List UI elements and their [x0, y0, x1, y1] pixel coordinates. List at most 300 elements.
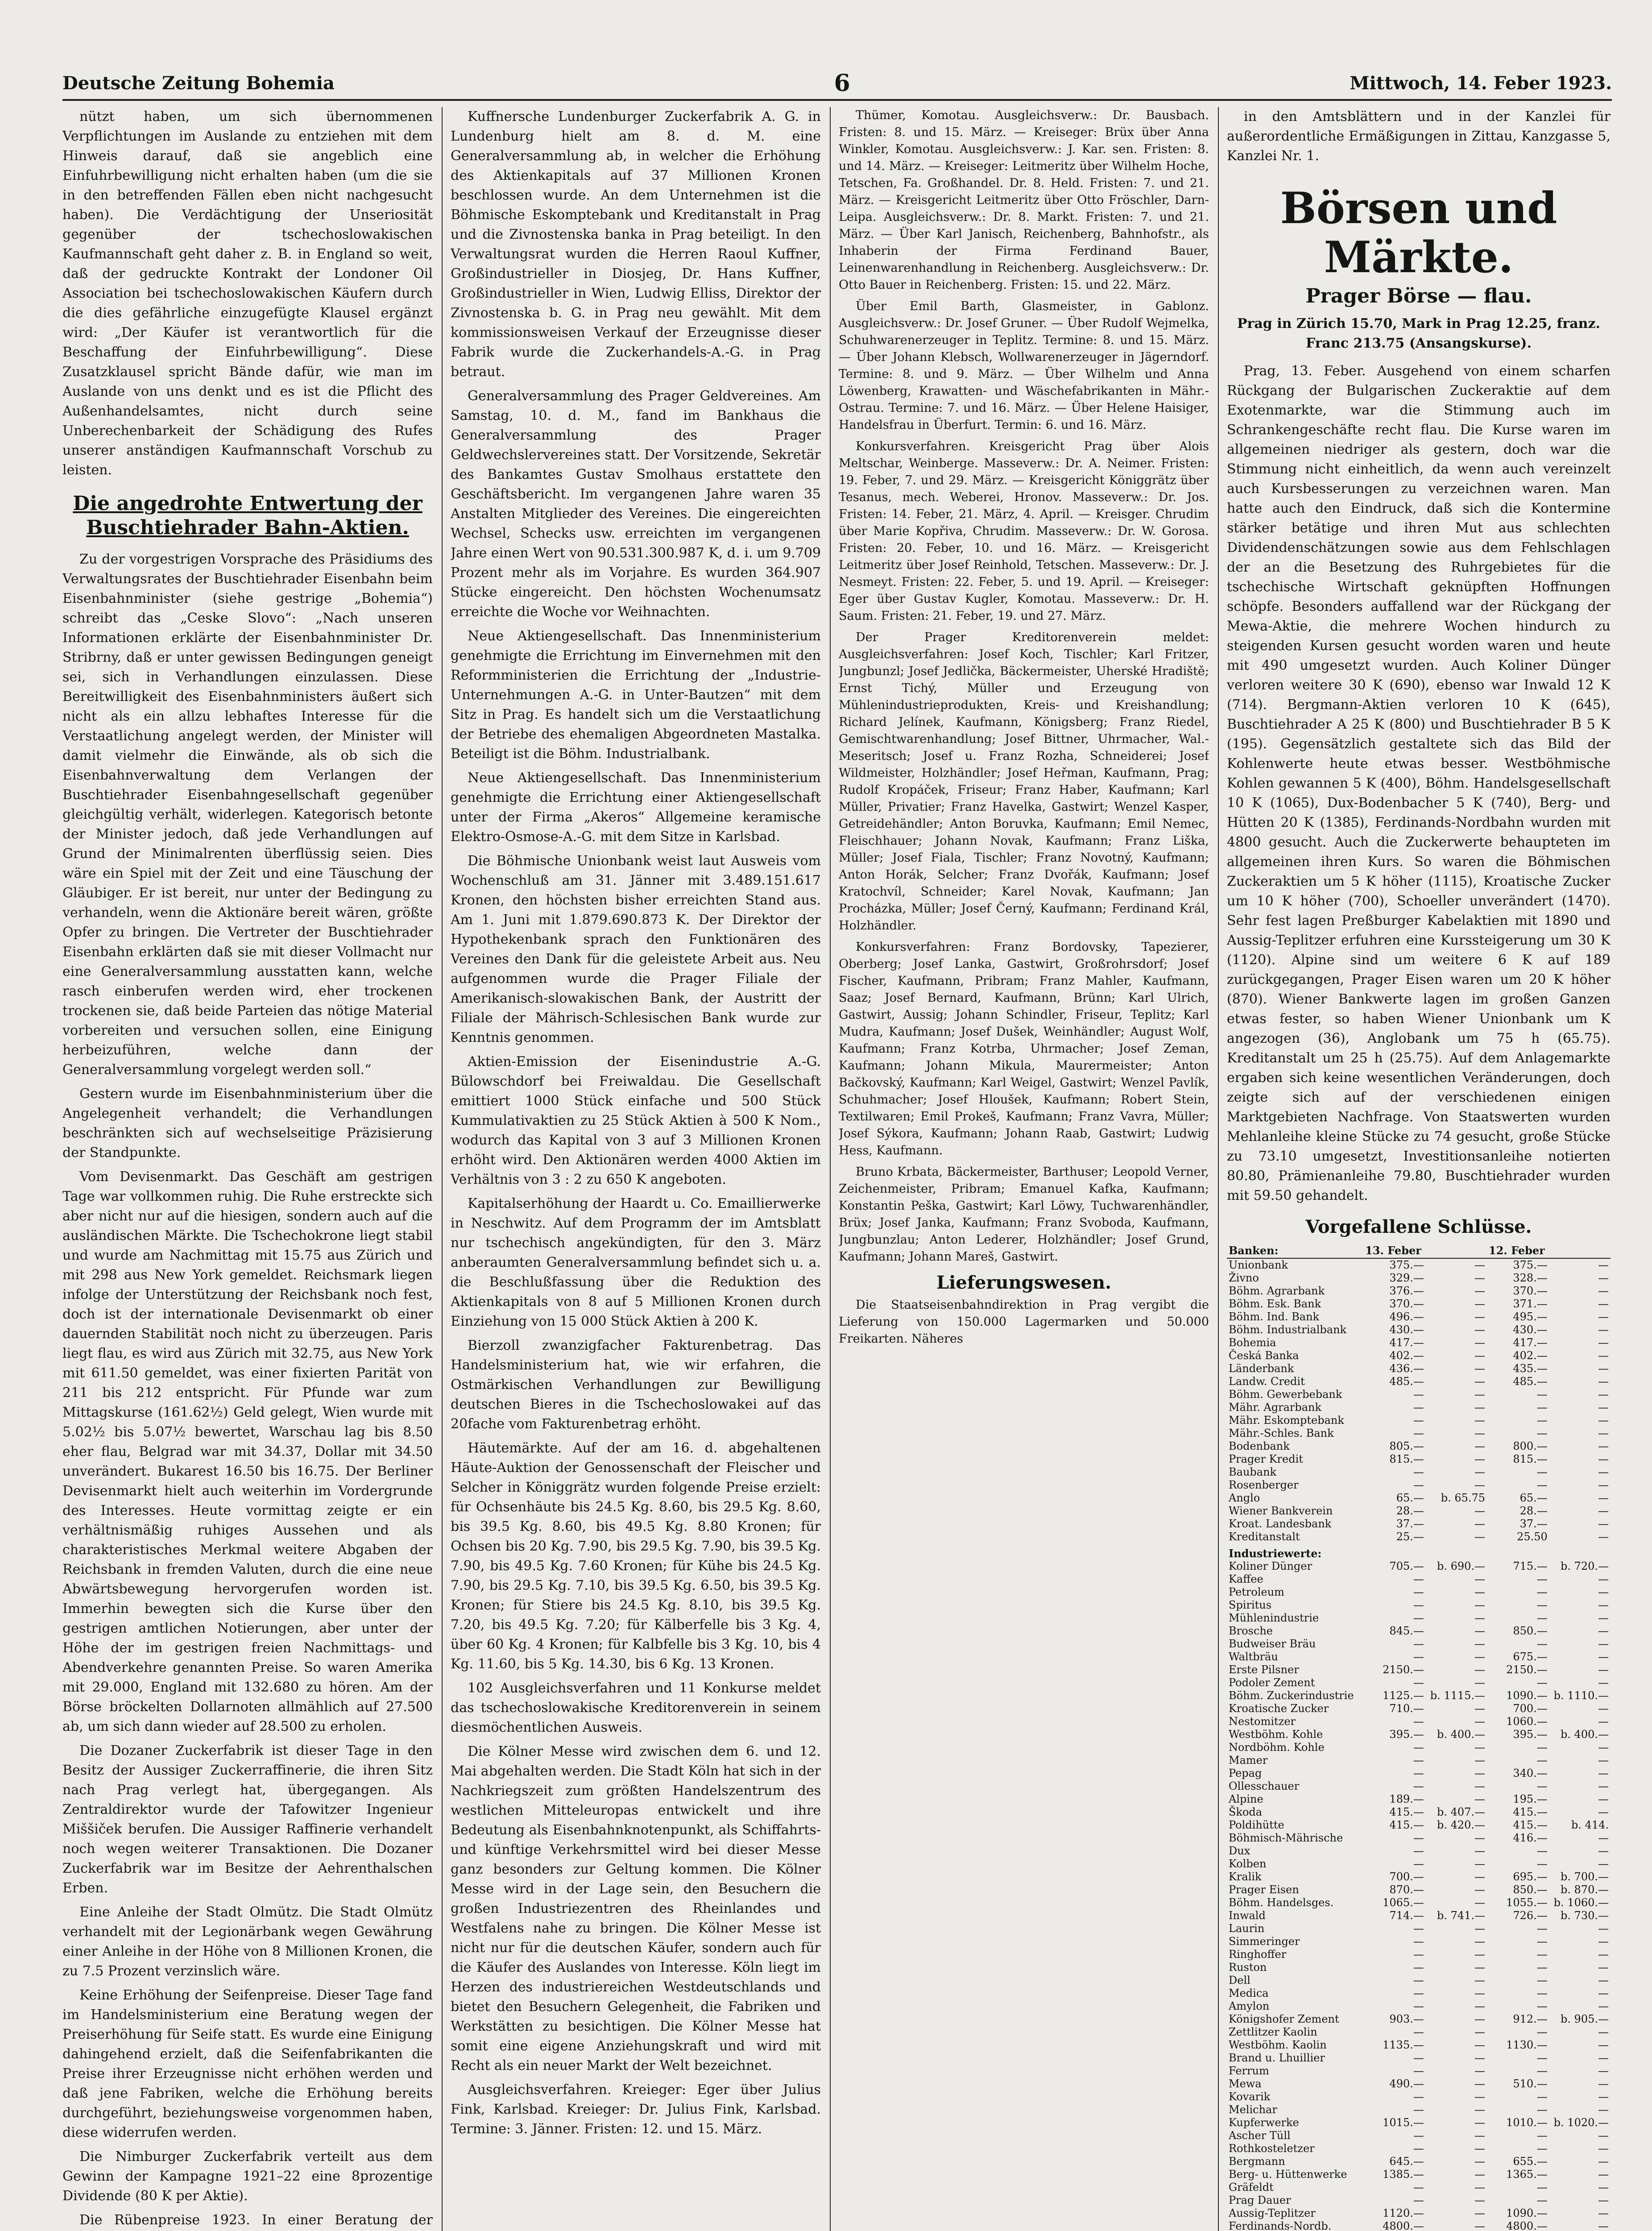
- quote-cell: —: [1413, 1741, 1424, 1754]
- quote-cell: 430.—: [1513, 1323, 1548, 1336]
- quote-cell: —: [1598, 1479, 1609, 1491]
- quote-cell: 1055.—: [1506, 1896, 1548, 1909]
- quote-cell: 912.—: [1513, 2013, 1548, 2025]
- quote-cell: —: [1413, 1586, 1424, 1598]
- quote-cell: —: [1474, 1987, 1486, 1999]
- security-name-cell: Bohemia: [1229, 1336, 1276, 1349]
- quote-cell: 375.—: [1513, 1259, 1548, 1271]
- table-body: [1227, 1258, 1611, 2231]
- quote-cell: —: [1536, 1780, 1548, 1792]
- quote-cell: —: [1474, 1676, 1486, 1689]
- quote-cell: 402.—: [1513, 1349, 1548, 1362]
- quote-cell: —: [1413, 2052, 1424, 2064]
- quote-cell: —: [1536, 2090, 1548, 2103]
- table-row: [1227, 1285, 1611, 1298]
- table-row: [1227, 1935, 1611, 1948]
- quote-cell: —: [1413, 1987, 1424, 1999]
- quote-cell: —: [1413, 2000, 1424, 2012]
- quote-cell: —: [1536, 1466, 1548, 1478]
- table-row: [1227, 2065, 1611, 2078]
- article-paragraph: Kapitalserhöhung der Haardt u. Co. Emaillierwerke in Neschwitz. Auf dem Programm der im Amtsblatt nur tschechisch angekündigten, für den 3. März anberaumten Generalversammlung befindet sich u. a. die Beschlußfassung über die Reduktion des Aktienkapitals von 8 auf 5 Millionen Kronen durch Einziehung von 15 000 Stück Aktien à 200 K.: [451, 1196, 821, 1329]
- table-row: [1227, 2207, 1611, 2220]
- security-name-cell: Kovarik: [1229, 2090, 1271, 2103]
- quote-cell: —: [1536, 2142, 1548, 2155]
- quote-cell: —: [1598, 1987, 1609, 1999]
- security-name-cell: Aussig-Teplitzer: [1229, 2207, 1316, 2219]
- quote-cell: —: [1474, 2052, 1486, 2064]
- security-name-cell: Böhm. Gewerbebank: [1229, 1388, 1342, 1401]
- quote-cell: b. 1110.—: [1553, 1689, 1609, 1702]
- quote-cell: —: [1413, 2103, 1424, 2116]
- quote-cell: —: [1536, 2103, 1548, 2116]
- quote-cell: 675.—: [1513, 1650, 1548, 1663]
- quote-cell: 870.—: [1389, 1883, 1424, 1896]
- table-row: [1227, 1638, 1611, 1650]
- quote-cell: 376.—: [1389, 1285, 1424, 1297]
- quote-cell: —: [1474, 1310, 1486, 1323]
- table-header-cell: 13. Feber: [1363, 1243, 1426, 1258]
- quote-cell: —: [1598, 1638, 1609, 1650]
- article-paragraph: Neue Aktiengesellschaft. Das Innenministerium genehmigte die Errichtung im Einvernehmen mit den Reformministerien die Errichtung der „Industrie-Unternehmungen A.-G. in Unter-Bautzen“ mit dem Sitz in Prag. Es handelt sich um die Verstaatlichung der Betriebe des ehemaligen Abgeordneten Mastalka. Beteiligt ist die Böhm. Industrialbank.: [451, 628, 821, 762]
- article-paragraph: Ausgleichsverfahren. Kreieger: Eger über Julius Fink, Karlsbad. Kreieger: Dr. Julius Fink, Karlsbad. Termine: 3. Jänner. Fristen: 12. und 15. März.: [451, 2082, 821, 2137]
- quote-cell: —: [1598, 1401, 1609, 1414]
- quote-cell: —: [1413, 1832, 1424, 1844]
- quote-cell: —: [1598, 1298, 1609, 1310]
- quote-cell: —: [1536, 2129, 1548, 2142]
- quote-cell: 28.—: [1396, 1505, 1424, 1517]
- column-3: [839, 107, 1209, 2231]
- security-name-cell: Böhmisch-Mährische: [1229, 1832, 1343, 1844]
- quote-cell: —: [1536, 1961, 1548, 1974]
- column-rule: [830, 107, 831, 2231]
- security-name-cell: Rothkosteletzer: [1229, 2142, 1315, 2155]
- quote-cell: 495.—: [1513, 1310, 1548, 1323]
- quote-cell: —: [1598, 1793, 1609, 1805]
- quote-cell: —: [1474, 1336, 1486, 1349]
- quote-cell: —: [1598, 1530, 1609, 1543]
- quote-cell: —: [1536, 1573, 1548, 1585]
- table-row: [1227, 2181, 1611, 2194]
- quote-cell: —: [1474, 1427, 1486, 1439]
- quote-cell: 845.—: [1389, 1625, 1424, 1637]
- quote-cell: —: [1474, 1896, 1486, 1909]
- quote-cell: —: [1536, 1638, 1548, 1650]
- table-row: [1227, 1388, 1611, 1401]
- security-name-cell: Wiener Bankverein: [1229, 1505, 1333, 1517]
- quote-cell: —: [1598, 2065, 1609, 2077]
- security-name-cell: Böhm. Esk. Bank: [1229, 1298, 1321, 1310]
- security-name-cell: Baubank: [1229, 1466, 1277, 1478]
- security-name-cell: Alpine: [1229, 1793, 1263, 1805]
- article-paragraph: Thümer, Komotau. Ausgleichsverw.: Dr. Bausbach. Fristen: 8. und 15. März. — Kreiseger: Brüx über Anna Winkler, Komotau. Ausgleichsverw.: J. Kar. sen. Fristen: 8. und 14. März. — Kreiseger: Leitmeritz über Wilhelm Hoche, Tetschen, Fa. Großhandel. Dr. 8. Held. Fristen: 7. und 21. März. — Kreisgericht Leitmeritz über Otto Fröschler, Darn-Leipa. Ausgleichsverw.: Dr. 8. Markt. Fristen: 7. und 21. März. — Über Karl Janisch, Reichenberg, Bahnhofstr., als Inhaberin der Firma Ferdinand Bauer, Leinenwarenhandlung in Reichenberg. Ausgleichsverw.: Dr. Otto Bauer in Reichenberg. Fristen: 15. und 22. März.: [839, 108, 1209, 292]
- quote-cell: b. 870.—: [1560, 1883, 1609, 1896]
- quote-cell: —: [1598, 2078, 1609, 2090]
- security-name-cell: Poldihütte: [1229, 1819, 1284, 1831]
- quote-cell: —: [1536, 2000, 1548, 2012]
- quote-cell: —: [1598, 1650, 1609, 1663]
- article-paragraph: Die Dozaner Zuckerfabrik ist dieser Tage in den Besitz der Aussiger Zuckerraffinerie, die ihren Sitz nach Prag verlegt hat, übergegangen. Als Zentraldirektor wurde der Tafowitzer Ingenieur Miššiček berufen. Die Aussiger Raffinerie verhandelt noch wegen weiterer Transaktionen. Die Dozaner Zuckerfabrik war im Besitze der Aehrenthalschen Erben.: [62, 1743, 433, 1896]
- table-row: [1227, 1870, 1611, 1883]
- table-row: [1227, 1845, 1611, 1858]
- quote-cell: —: [1474, 1935, 1486, 1948]
- quote-cell: 645.—: [1389, 2155, 1424, 2168]
- security-name-cell: Prag Dauer: [1229, 2194, 1291, 2206]
- quote-cell: 714.—: [1389, 1909, 1424, 1922]
- quote-cell: —: [1598, 1625, 1609, 1637]
- quote-cell: —: [1598, 2129, 1609, 2142]
- quote-cell: 370.—: [1513, 1285, 1548, 1297]
- quote-cell: 2150.—: [1506, 1663, 1548, 1676]
- section-title: Börsen und Märkte.: [1280, 183, 1557, 282]
- article-paragraph: Keine Erhöhung der Seifenpreise. Dieser Tage fand im Handelsministerium eine Beratung wegen der Preiserhöhung für Seife statt. Es wurde eine Einigung dahingehend erzielt, daß die Seifenfabrikanten die Preise ihrer Erzeugnisse nicht erhöhen werden und daß jene Fabriken, welche die Erhöhung bereits durchgeführt, beziehungsweise vorgenommen haben, diese widerrufen werden.: [62, 1987, 433, 2140]
- quote-cell: —: [1474, 2142, 1486, 2155]
- security-name-cell: Kaffee: [1229, 1573, 1263, 1585]
- table-row: [1227, 1518, 1611, 1530]
- quote-cell: —: [1536, 1754, 1548, 1767]
- quote-cell: 485.—: [1389, 1375, 1424, 1388]
- table-row: [1227, 1961, 1611, 1974]
- quote-cell: —: [1598, 1663, 1609, 1676]
- quote-cell: 25.50: [1517, 1530, 1548, 1543]
- quote-cell: —: [1474, 1625, 1486, 1637]
- quote-cell: b. 720.—: [1560, 1560, 1609, 1572]
- security-name-cell: Prager Eisen: [1229, 1883, 1299, 1896]
- article-paragraph: Die Nimburger Zuckerfabrik verteilt aus dem Gewinn der Kampagne 1921–22 eine 8prozentige Dividende (80 K per Aktie).: [62, 2149, 433, 2204]
- column-rule: [442, 107, 443, 2231]
- quote-cell: 195.—: [1513, 1793, 1548, 1805]
- quote-cell: —: [1474, 1922, 1486, 1935]
- quote-cell: —: [1598, 1518, 1609, 1530]
- security-name-cell: Berg- u. Hüttenwerke: [1229, 2168, 1347, 2181]
- quote-cell: b. 1020.—: [1553, 2116, 1609, 2129]
- quote-cell: —: [1413, 1935, 1424, 1948]
- security-name-cell: Waltbräu: [1229, 1650, 1278, 1663]
- running-header: [62, 67, 1612, 101]
- quote-cell: —: [1474, 1767, 1486, 1779]
- table-row: [1227, 1741, 1611, 1754]
- quote-cell: 340.—: [1513, 1767, 1548, 1779]
- quote-cell: —: [1474, 1259, 1486, 1271]
- table-row: [1227, 1310, 1611, 1323]
- quote-cell: —: [1474, 2129, 1486, 2142]
- article-paragraph: Generalversammlung des Prager Geldvereines. Am Samstag, 10. d. M., fand im Bankhaus die Generalversammlung des Prager Geldwechslervereines statt. Der Vorsitzende, Sekretär des Bankamtes Gustav Smolhaus erstattete den Geschäftsbericht. Im vergangenen Jahre waren 35 Anstalten Mitglieder des Vereines. Die eingereichten Wechsel, Schecks usw. erreichten im vergangenen Jahre einen Wert von 90.531.300.987 K, d. i. um 9.709 Prozent mehr als im Vorjahre. Es wurden 364.907 Stücke eingereicht. Den höchsten Wochenumsatz erreichte die Woche vor Weihnachten.: [451, 388, 821, 620]
- quote-cell: —: [1598, 1715, 1609, 1728]
- quote-cell: [1549, 1543, 1611, 1560]
- header-date: Mittwoch, 14. Feber 1923.: [1350, 72, 1612, 94]
- security-name-cell: Kolben: [1229, 1858, 1267, 1870]
- quote-cell: —: [1474, 2013, 1486, 2025]
- quote-cell: —: [1598, 2052, 1609, 2064]
- quote-cell: —: [1474, 1599, 1486, 1611]
- quote-cell: —: [1598, 1466, 1609, 1478]
- table-row: [1227, 1819, 1611, 1832]
- quote-cell: —: [1536, 1858, 1548, 1870]
- table-row: [1227, 1362, 1611, 1375]
- table-row: [1227, 2026, 1611, 2039]
- table-row: [1227, 2103, 1611, 2116]
- quote-cell: 655.—: [1513, 2155, 1548, 2168]
- quote-cell: —: [1536, 1427, 1548, 1439]
- quote-cell: —: [1474, 1518, 1486, 1530]
- quote-cell: 375.—: [1389, 1259, 1424, 1271]
- table-row: [1227, 1440, 1611, 1453]
- quote-cell: —: [1413, 1573, 1424, 1585]
- quote-cell: —: [1474, 2181, 1486, 2194]
- table-row: [1227, 1453, 1611, 1466]
- quote-cell: —: [1536, 2026, 1548, 2038]
- table-row: [1227, 1948, 1611, 1961]
- security-name-cell: Dell: [1229, 1974, 1250, 1986]
- quote-cell: —: [1474, 1663, 1486, 1676]
- quote-cell: 1065.—: [1383, 1896, 1424, 1909]
- quote-cell: —: [1474, 1414, 1486, 1427]
- quote-cell: b. 414.: [1571, 1819, 1609, 1831]
- security-name-cell: Živno: [1229, 1272, 1259, 1284]
- quote-cell: 395.—: [1513, 1728, 1548, 1741]
- article-paragraph: Konkursverfahren. Kreisgericht Prag über Alois Meltschar, Weinberge. Masseverw.: Dr. A. Neimer. Fristen: 19. Feber, 7. und 29. März. — Kreisgericht Königgrätz über Tesanus, mech. Weberei, Hronov. Masseverw.: Dr. Jos. Fristen: 14. Feber, 21. März, 4. April. — Kreisger. Chrudim über Marie Kopřiva, Chrudim. Masseverw.: Dr. W. Gorosa. Fristen: 20. Feber, 10. und 16. März. — Kreisgericht Leitmeritz über Josef Reinhold, Tetschen. Masseverw.: Dr. J. Nesmeyt. Fristen: 22. Feber, 5. und 19. April. — Kreiseger: Eger über Gustav Kugler, Komotau. Masseverw.: Dr. H. Saum. Fristen: 21. Feber, 19. und 27. März.: [839, 440, 1209, 623]
- quote-cell: —: [1536, 1987, 1548, 1999]
- quote-cell: —: [1598, 1375, 1609, 1388]
- quote-cell: —: [1598, 2103, 1609, 2116]
- quote-cell: —: [1598, 1935, 1609, 1948]
- table-row: [1227, 2116, 1611, 2129]
- quote-cell: —: [1474, 1401, 1486, 1414]
- quote-cell: —: [1474, 1440, 1486, 1452]
- quote-cell: —: [1474, 2000, 1486, 2012]
- table-row: [1227, 2129, 1611, 2142]
- quote-cell: 805.—: [1389, 1440, 1424, 1452]
- table-row: [1227, 2078, 1611, 2090]
- quote-cell: 65.—: [1396, 1492, 1424, 1504]
- security-name-cell: Nestomitzer: [1229, 1715, 1296, 1728]
- table-row: [1227, 1272, 1611, 1285]
- quote-cell: —: [1413, 2194, 1424, 2206]
- security-name-cell: Koliner Dünger: [1229, 1560, 1312, 1572]
- table-row: [1227, 1858, 1611, 1870]
- table-row: [1227, 2039, 1611, 2052]
- table-row: [1227, 1780, 1611, 1793]
- quote-cell: —: [1598, 1780, 1609, 1792]
- quote-cell: —: [1598, 1767, 1609, 1779]
- quote-cell: —: [1598, 1272, 1609, 1284]
- quote-cell: —: [1536, 1676, 1548, 1689]
- quote-cell: —: [1536, 1388, 1548, 1401]
- table-row: [1227, 1336, 1611, 1349]
- stock-quotes-table: [1227, 1243, 1611, 2231]
- security-name-cell: Westböhm. Kohle: [1229, 1728, 1323, 1741]
- quote-cell: —: [1474, 1715, 1486, 1728]
- quote-cell: —: [1474, 1298, 1486, 1310]
- table-row: [1227, 2168, 1611, 2181]
- quote-cell: —: [1536, 1935, 1548, 1948]
- security-name-cell: Gräfeldt: [1229, 2181, 1274, 2194]
- quote-cell: —: [1598, 1961, 1609, 1974]
- table-row: [1227, 1896, 1611, 1909]
- quote-cell: —: [1474, 1741, 1486, 1754]
- quote-cell: —: [1598, 2039, 1609, 2051]
- quote-cell: —: [1598, 2142, 1609, 2155]
- quote-cell: 1090.—: [1506, 2207, 1548, 2219]
- security-name-cell: Brosche: [1229, 1625, 1273, 1637]
- quote-cell: —: [1598, 2000, 1609, 2012]
- quote-cell: —: [1598, 2220, 1609, 2231]
- quote-cell: —: [1598, 1349, 1609, 1362]
- quote-cell: 705.—: [1389, 1560, 1424, 1572]
- article-paragraph: Aktien-Emission der Eisenindustrie A.-G. Bülowschdorf bei Freiwaldau. Die Gesellschaft emittiert 1000 Stück einfache und 500 Stück Kummulativaktien zu 25 Stück Aktien à 500 K Nom., wodurch das Kapital von 3 auf 3 Millionen Kronen erhöht wird. Den Aktionären werden 4000 Aktien im Verhältnis von 3 : 2 zu 650 K angeboten.: [451, 1054, 821, 1187]
- quote-cell: —: [1413, 1715, 1424, 1728]
- quote-cell: —: [1474, 1466, 1486, 1478]
- quote-cell: —: [1474, 1285, 1486, 1297]
- quote-cell: —: [1413, 1780, 1424, 1792]
- quote-cell: —: [1413, 2181, 1424, 2194]
- quote-cell: —: [1413, 1414, 1424, 1427]
- table-row: [1227, 1689, 1611, 1702]
- quote-cell: —: [1536, 1845, 1548, 1857]
- quote-cell: [1363, 1543, 1426, 1560]
- quote-cell: —: [1474, 2155, 1486, 2168]
- quote-cell: —: [1598, 1586, 1609, 1598]
- quote-cell: —: [1413, 1922, 1424, 1935]
- quote-cell: —: [1474, 1832, 1486, 1844]
- security-name-cell: Podoler Zement: [1229, 1676, 1315, 1689]
- header-masthead: Deutsche Zeitung Bohemia: [62, 72, 335, 94]
- quote-cell: 430.—: [1389, 1323, 1424, 1336]
- quote-cell: —: [1536, 1479, 1548, 1491]
- security-name-cell: Unionbank: [1229, 1259, 1288, 1271]
- quote-cell: —: [1413, 1767, 1424, 1779]
- quote-cell: 1060.—: [1506, 1715, 1548, 1728]
- quote-cell: 415.—: [1513, 1806, 1548, 1818]
- security-name-cell: Spiritus: [1229, 1599, 1272, 1611]
- table-row: [1227, 1715, 1611, 1728]
- page-number: 6: [834, 69, 850, 97]
- security-name-cell: Westböhm. Kaolin: [1229, 2039, 1327, 2051]
- quote-cell: 37.—: [1520, 1518, 1548, 1530]
- table-row: [1227, 1728, 1611, 1741]
- quote-cell: —: [1536, 1599, 1548, 1611]
- article-paragraph: 102 Ausgleichsverfahren und 11 Konkurse meldet das tschechoslowakische Kreditorenverein in seinem diesmöchentlichen Ausweis.: [451, 1680, 821, 1735]
- quote-cell: —: [1413, 1858, 1424, 1870]
- quote-cell: —: [1598, 1362, 1609, 1375]
- quote-cell: —: [1474, 1948, 1486, 1961]
- table-header-cell: [1426, 1243, 1487, 1258]
- security-name-cell: Česká Banka: [1229, 1349, 1299, 1362]
- quote-cell: —: [1536, 2065, 1548, 2077]
- quote-cell: —: [1598, 1440, 1609, 1452]
- quote-cell: —: [1474, 1375, 1486, 1388]
- quote-cell: —: [1536, 1948, 1548, 1961]
- quote-cell: 1385.—: [1383, 2168, 1424, 2181]
- quote-cell: 395.—: [1389, 1728, 1424, 1741]
- quote-cell: —: [1413, 1427, 1424, 1439]
- security-name-cell: Zettlitzer Kaolin: [1229, 2026, 1317, 2038]
- quote-cell: —: [1413, 1845, 1424, 1857]
- table-row: [1227, 1505, 1611, 1518]
- quote-cell: —: [1536, 1974, 1548, 1986]
- table-row: [1227, 1909, 1611, 1922]
- quote-cell: —: [1598, 1323, 1609, 1336]
- quote-cell: 695.—: [1513, 1870, 1548, 1883]
- quote-cell: —: [1598, 1806, 1609, 1818]
- table-row: [1227, 1974, 1611, 1987]
- quote-cell: —: [1536, 2052, 1548, 2064]
- security-name-cell: Brand u. Lhuillier: [1229, 2052, 1325, 2064]
- table-row: [1227, 1793, 1611, 1806]
- table-row: [1227, 2142, 1611, 2155]
- table-row: [1227, 1349, 1611, 1362]
- table-row: [1227, 1832, 1611, 1845]
- quote-cell: —: [1598, 1948, 1609, 1961]
- article-paragraph: Der Prager Kreditorenverein meldet: Ausgleichsverfahren: Josef Koch, Tischler; Karl Fritzer, Jungbunzl; Josef Jedlička, Bäckermeister, Uherské Hradiště; Ernst Tichý, Müller und Erzeugung von Mühlenindustrieprodukten, Kreis- und Kreishandlung; Richard Jelínek, Kaufmann, Königsberg; Franz Riedel, Gemischtwarenhandlung; Josef Bittner, Uhrmacher, Wal.-Meseritsch; Josef u. Franz Rozha, Schneiderei; Josef Wildmeister, Holzhändler; Josef Heřman, Kaufmann, Prag; Rudolf Kropáček, Friseur; Franz Haber, Kaufmann; Karl Müller, Privatier; Franz Havelka, Gastwirt; Wenzel Kasper, Getreidehändler; Anton Boruvka, Kaufmann; Emil Nemec, Fleischhauer; Johann Novak, Kaufmann; Franz Liška, Müller; Josef Fiala, Tischler; Franz Novotný, Kaufmann; Anton Horák, Selcher; Franz Dvořák, Kaufmann; Josef Kratochvíl, Schneider; Karel Novak, Kaufmann; Jan Procházka, Müller; Josef Černý, Kaufmann; Ferdinand Král, Holzhändler.: [839, 630, 1209, 933]
- security-name-cell: Bodenbank: [1229, 1440, 1290, 1452]
- quote-cell: 700.—: [1513, 1702, 1548, 1715]
- table-row: [1227, 2155, 1611, 2168]
- article-paragraph: Prag, 13. Feber. Ausgehend von einem scharfen Rückgang der Bulgarischen Zuckeraktie auf dem Exotenmarkte, war die Stimmung auch im Schrankengeschäfte recht flau. Die Kurse waren im allgemeinen niedriger als gestern, doch war die Stimmung nicht einheitlich, da wenn auch vereinzelt auch Kursbesserungen zu verzeichnen waren. Man hatte auch den Eindruck, daß sich die Kontermine stärker betätige und ihren Mut aus schlechten Dividendenschätzungen sowie aus dem Fehlschlagen der an die Besetzung des Ruhrgebietes für die tschechische Wirtschaft geknüpften Hoffnungen schöpfe. Besonders auffallend war der Rückgang der Mewa-Aktie, die mehrere Wochen hindurch zu steigenden Kursen gesucht worden waren und heute mit 490 umgesetzt wurden. Auch Koliner Dünger verloren weitere 30 K (690), ebenso war Inwald 12 K (714). Bergmann-Aktien verloren 10 K (645), Buschtiehrader A 25 K (800) und Buschtiehrader B 5 K (195). Gegensätzlich gestaltete sich das Bild der Kohlenwerte heute etwas besser. Westböhmische Kohlen gewannen 5 K (400), Böhm. Handelsgesellschaft 10 K (1065), Dux-Bodenbacher 5 K (740), Berg- und Hütten 20 K (1385), Ferdinands-Nordbahn wurden mit 4800 gesucht. Auch die Zuckerwerte behaupteten im allgemeinen ihren Kurs. So waren die Böhmischen Zuckeraktien um 5 K höher (1115), Kroatische Zucker um 10 K höher (700), Schoeller unverändert (1470). Sehr fest lagen Preßburger Kabelaktien mit 1890 und Aussig-Teplitzer erfuhren eine Kurssteigerung um 30 K (1120). Alpine sind um weitere 6 K auf 189 zurückgegangen, Prager Eisen waren um 20 K höher (870). Wiener Bankwerte lagen im großen Ganzen etwas fester, so haben Wiener Unionbank um K angezogen (36), Anglobank um 75 h (65.75). Kreditanstalt um 25 h (25.75). Auf dem Anlagemarkte ergaben sich keine wesentlichen Veränderungen, doch zeigte sich auf der verschiedenen einigen Marktgebieten Nachfrage. Von Staatswerten wurden Mehlanleihe kleine Stücke zu 74 gesucht, große Stücke zu 73.10 umgesetzt, Investitionsanleihe notierten 80.80, Prämienanleihe 79.80, Buschtiehrader wurden mit 59.50 gehandelt.: [1227, 363, 1611, 1203]
- quote-cell: —: [1474, 1858, 1486, 1870]
- quote-cell: —: [1474, 1530, 1486, 1543]
- quote-cell: —: [1474, 1362, 1486, 1375]
- quote-cell: 700.—: [1389, 1870, 1424, 1883]
- quote-cell: 328.—: [1513, 1272, 1548, 1284]
- table-row: [1227, 1298, 1611, 1310]
- table-row: [1227, 1883, 1611, 1896]
- quote-cell: —: [1474, 1793, 1486, 1805]
- column-2: [451, 107, 821, 2231]
- quote-cell: —: [1598, 1259, 1609, 1271]
- table-row: [1227, 1987, 1611, 2000]
- quote-cell: —: [1598, 1285, 1609, 1297]
- quote-cell: —: [1536, 1922, 1548, 1935]
- article-paragraph: Eine Anleihe der Stadt Olmütz. Die Stadt Olmütz verhandelt mit der Legionärbank wegen Gewährung einer Anleihe in der Höhe von 8 Millionen Kronen, die zu 7.5 Prozent verzinslich wäre.: [62, 1904, 433, 1979]
- quote-cell: 726.—: [1513, 1909, 1548, 1922]
- table-row: [1227, 1375, 1611, 1388]
- table-row: [1227, 1625, 1611, 1638]
- quote-cell: —: [1598, 2181, 1609, 2194]
- quote-cell: —: [1598, 1741, 1609, 1754]
- table-row: [1227, 1663, 1611, 1676]
- table-row: [1227, 2194, 1611, 2207]
- table-row: [1227, 1479, 1611, 1492]
- quote-cell: —: [1598, 1922, 1609, 1935]
- rates-line: Prag in Zürich 15.70, Mark in Prag 12.25, franz. Franc 213.75 (Ansangskurse).: [1237, 316, 1600, 351]
- security-name-cell: Anglo: [1229, 1492, 1260, 1504]
- table-row: [1227, 2013, 1611, 2026]
- table-header-cell: [1549, 1243, 1611, 1258]
- quote-cell: [1487, 1543, 1549, 1560]
- quote-cell: —: [1474, 1650, 1486, 1663]
- quote-cell: —: [1413, 1388, 1424, 1401]
- quote-cell: —: [1474, 2207, 1486, 2219]
- quote-cell: 4800.—: [1383, 2220, 1424, 2231]
- security-name-cell: Böhm. Industrialbank: [1229, 1323, 1347, 1336]
- quote-cell: 1125.—: [1383, 1689, 1424, 1702]
- table-row: [1227, 1573, 1611, 1586]
- quote-cell: —: [1413, 1612, 1424, 1624]
- quote-cell: —: [1474, 1323, 1486, 1336]
- quote-cell: 402.—: [1389, 1349, 1424, 1362]
- quote-cell: 1135.—: [1383, 2039, 1424, 2051]
- quote-cell: —: [1598, 2026, 1609, 2038]
- security-name-cell: Pepag: [1229, 1767, 1262, 1779]
- quote-cell: 189.—: [1389, 1793, 1424, 1805]
- quote-cell: 415.—: [1389, 1819, 1424, 1831]
- quote-cell: 28.—: [1520, 1505, 1548, 1517]
- article-paragraph: Neue Aktiengesellschaft. Das Innenministerium genehmigte die Errichtung einer Aktiengesellschaft unter der Firma „Akeros“ Allgemeine keramische Elektro-Osmose-A.-G. mit dem Sitze in Karlsbad.: [451, 770, 821, 845]
- security-name-cell: Ringhoffer: [1229, 1948, 1287, 1961]
- quote-cell: b. 905.—: [1560, 2013, 1609, 2025]
- table-row: [1227, 1401, 1611, 1414]
- article-paragraph: Häutemärkte. Auf der am 16. d. abgehaltenen Häute-Auktion der Genossenschaft der Fleischer und Selcher in Königgrätz wurden folgende Preise erzielt: für Ochsenhäute bis 24.5 Kg. 8.60, bis 29.5 Kg. 8.60, bis 39.5 Kg. 8.60, bis 49.5 Kg. 8.80 Kronen; für Ochsen bis 20 Kg. 7.90, bis 29.5 Kg. 7.90, bis 39.5 Kg. 7.90, bis 49.5 Kg. 7.60 Kronen; für Kühe bis 24.5 Kg. 7.90, bis 29.5 Kg. 7.10, bis 39.5 Kg. 6.50, bis 39.5 Kg. Kronen; für Stiere bis 24.5 Kg. 8.10, bis 39.5 Kg. 7.20, bis 49.5 Kg. 7.20; für Kälberfelle bis 3 Kg. 4, über 60 Kg. 4 Kronen; für Kalbfelle bis 3 Kg. 10, bis 4 Kg. 11.60, bis 5 Kg. 14.30, bis 6 Kg. 13 Kronen.: [451, 1440, 821, 1672]
